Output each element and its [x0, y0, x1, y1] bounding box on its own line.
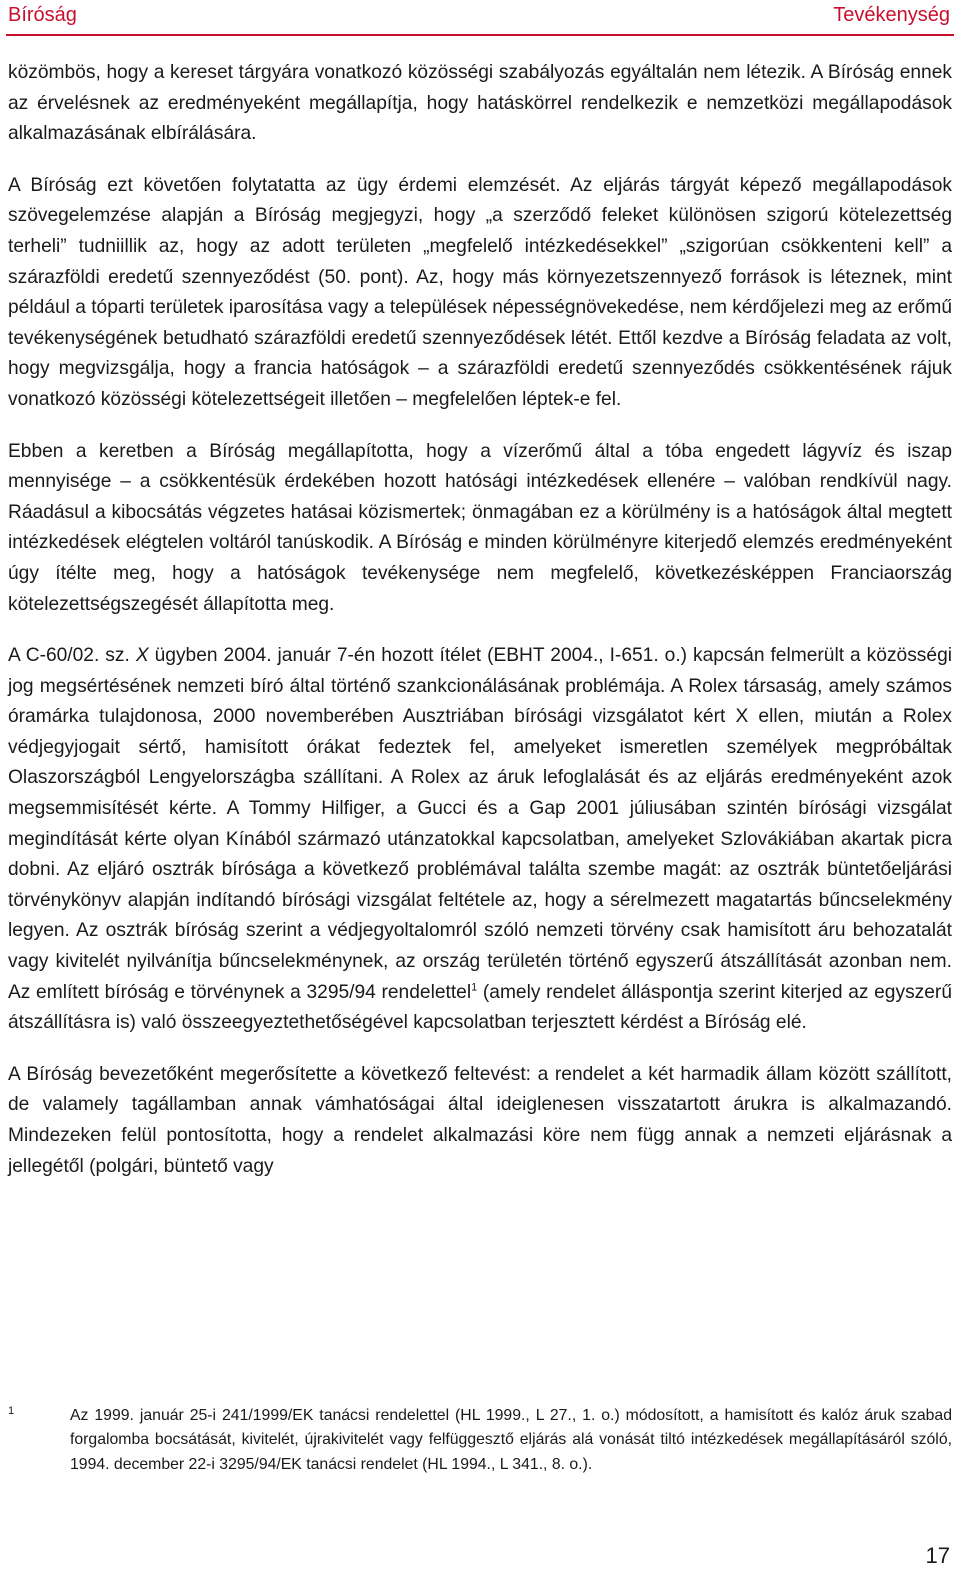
paragraph-findings: Ebben a keretben a Bíróság megállapította, hogy a vízerőmű által a tóba engedett lágyvíz és iszap mennyisége – a csökkentésük érdekében hozott hatósági intézkedések ellenére – valóban rendkívül nagy. Ráadásul a kibocsátás végzetes hatásai közismertek; önmagában ez a körülmény is a hatóságok által megtett intézkedések elégtelen voltáról tanúskodik. A Bíróság e minden körülményre kiterjedő elemzés eredményeként úgy ítélte meg, hogy a hatóságok tevékenysége nem megfelelő, következésképpen Franciaország kötelezettségszegését állapította meg. [8, 440, 952, 615]
page-number: 17 [925, 1543, 950, 1568]
running-header [8, 0, 950, 30]
header-section-title: Bíróság [8, 3, 77, 26]
header-chapter-title: Tevékenység [833, 3, 950, 26]
document-body [8, 58, 952, 1182]
footnote-reference[interactable]: 1 [471, 981, 478, 994]
paragraph-regulation-scope: A Bíróság bevezetőként megerősítette a következő feltevést: a rendelet a két harmadik állam között szállított, de valamely tagállamban annak vámhatóságai által ideiglenesen visszatartott árukra is alkalmazandó. Mindezeken felül pontosította, hogy a rendelet alkalmazási köre nem függ annak a nemzeti eljárásnak a jellegétől (polgári, büntető vagy [8, 1063, 952, 1177]
case-text-end: (amely rendelet álláspontja szerint kiterjed az egyszerű átszállításra is) való összeegyeztethetőségével kapcsolatban terjesztett kérdést a Bíróság elé. [8, 981, 952, 1034]
paragraph-continuation: közömbös, hogy a kereset tárgyára vonatkozó közösségi szabályozás egyáltalán nem létezik. A Bíróság ennek az érvelésnek az eredményeként megállapítja, hogy hatáskörrel rendelkezik e nemzetközi megállapodások alkalmazásának elbírálására. [8, 62, 952, 145]
paragraph-merits-analysis: A Bíróság ezt követően folytatatta az ügy érdemi elemzését. Az eljárás tárgyát képező megállapodások szövegelemzése alapján a Bíróság megjegyzi, hogy „a szerződő feleket különösen szigorú kötelezettség terheli” tudniillik az, hogy az adott területen „megfelelő intézkedésekkel” „szigorúan csökkenteni kell” a szárazföldi eredetű szennyeződést (50. pont). Az, hogy más környezetszennyező források is léteznek, mint például a tóparti területek iparosítása vagy a települések népességnövekedése, nem kérdőjelezi meg az erőmű tevékenységének betudható szárazföldi eredetű szennyeződések létét. Ettől kezdve a Bíróság feladata az volt, hogy megvizsgálja, hogy a francia hatóságok – a szárazföldi eredetű szennyeződés csökkentésének rájuk vonatkozó közösségi kötelezettségeit illetően – megfelelően léptek-e fel. [8, 174, 952, 410]
case-text-start: A C-60/02. sz. [8, 645, 136, 667]
header-rule [6, 34, 954, 36]
footnotes [8, 1404, 952, 1477]
footnote-number: 1 [8, 1405, 15, 1417]
footnote-text: Az 1999. január 25-i 241/1999/EK tanácsi rendelettel (HL 1999., L 27., 1. o.) módosított, a hamisított és kalóz áruk szabad forgalomba bocsátását, kivitelét, újrakivitelét vagy felfüggesztő eljárás alá vonását tiltó intézkedések megállapításáról szóló, 1994. december 22-i 3295/94/EK tanácsi rendelet (HL 1994., L 341., 8. o.). [70, 1407, 952, 1473]
case-text-body: ügyben 2004. január 7-én hozott ítélet (EBHT 2004., I-651. o.) kapcsán felmerült a közösségi jog megsértésének nemzeti bíró által történő szankcionálásának problémája. A Rolex társaság, amely számos óramárka tulajdonosa, 2000 novemberében Ausztriában bírósági vizsgálatot kért X ellen, miután a Rolex védjegyjogait sértő, hamisított órákat fedeztek fel, amelyeket ismeretlen személyek megpróbáltak Olaszországból Lengyelországba szállítani. A Rolex az áruk lefoglalását és az eljárás eredményeként azok megsemmisítését kérte. A Tommy Hilfiger, a Gucci és a Gap 2001 júliusában szintén bírósági vizsgálat megindítását kérte olyan Kínából származó utánzatokkal kapcsolatban, amelyeket Szlovákiában akartak picra dobni. Az eljáró osztrák bírósága a következő problémával találta szembe magát: az osztrák büntetőeljárási törvénykönyv alapján indítandó bírósági vizsgálat feltétele az, hogy a sérelmezett magatartás bűncselekmény legyen. Az osztrák bíróság szerint a védjegyoltalomról szóló nemzeti törvény csak hamisított áru behozatalát vagy kivitelét nyilvánítja bűncselekménynek, az ország területén történő egyszerű átszállítását azonban nem. Az említett bíróság e törvénynek a 3295/94 rendelettel [8, 645, 953, 1003]
paragraph-case-x [8, 641, 952, 1039]
footnote-item [8, 1404, 952, 1477]
case-name-italic: X [135, 645, 149, 667]
